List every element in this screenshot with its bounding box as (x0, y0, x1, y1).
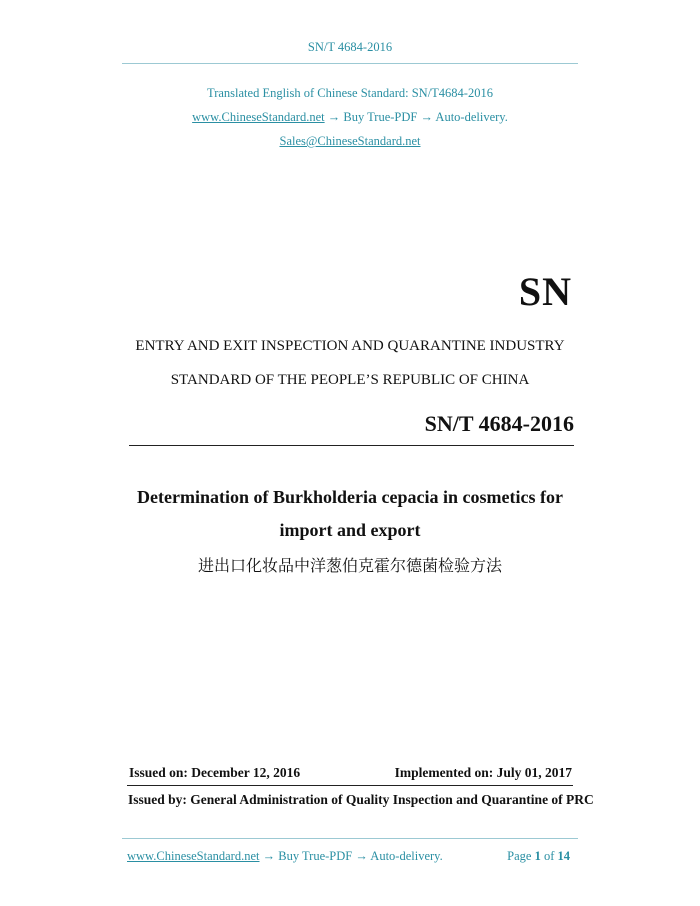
page-current: 1 (534, 849, 541, 863)
footer-site-link[interactable]: www.ChineseStandard.net (127, 849, 260, 863)
document-title-line-2: import and export (279, 520, 421, 540)
document-title-chinese: 进出口化妆品中洋葱伯克霍尔德菌检验方法 (197, 556, 502, 575)
email-line (0, 134, 700, 149)
running-header: SN/T 4684-2016 (307, 40, 393, 54)
header-divider (122, 63, 578, 64)
implemented-on-date: Implemented on: July 01, 2017 (394, 765, 572, 780)
page-label: Page (507, 849, 532, 863)
page-total: 14 (557, 849, 570, 863)
email-link[interactable]: Sales@ChineseStandard.net (279, 134, 421, 148)
issued-on-date: Issued on: December 12, 2016 (129, 765, 301, 780)
translation-notice: Translated English of Chinese Standard: SN/T4684-2016 (207, 86, 493, 100)
standard-logo: SN (518, 269, 572, 314)
footer-divider (122, 838, 578, 839)
issued-by: Issued by: General Administration of Quality Inspection and Quarantine of PRC (128, 792, 594, 807)
footer-promo (127, 849, 443, 864)
document-title-line-1: Determination of Burkholderia cepacia in cosmetics for (137, 487, 563, 507)
purchase-notice (0, 110, 700, 125)
issuer-line-2: STANDARD OF THE PEOPLE’S REPUBLIC OF CHINA (170, 372, 530, 388)
issuer-line-1: ENTRY AND EXIT INSPECTION AND QUARANTINE INDUSTRY (135, 338, 565, 354)
page-of: of (543, 849, 555, 863)
buy-text: → Buy True-PDF → Auto-delivery. (324, 110, 508, 124)
site-link[interactable]: www.ChineseStandard.net (192, 110, 325, 124)
page-number (507, 849, 570, 864)
standard-code: SN/T 4684-2016 (424, 411, 574, 436)
issue-divider (127, 785, 573, 786)
footer-buy-text: → Buy True-PDF → Auto-delivery. (259, 849, 443, 863)
title-divider (129, 445, 574, 446)
